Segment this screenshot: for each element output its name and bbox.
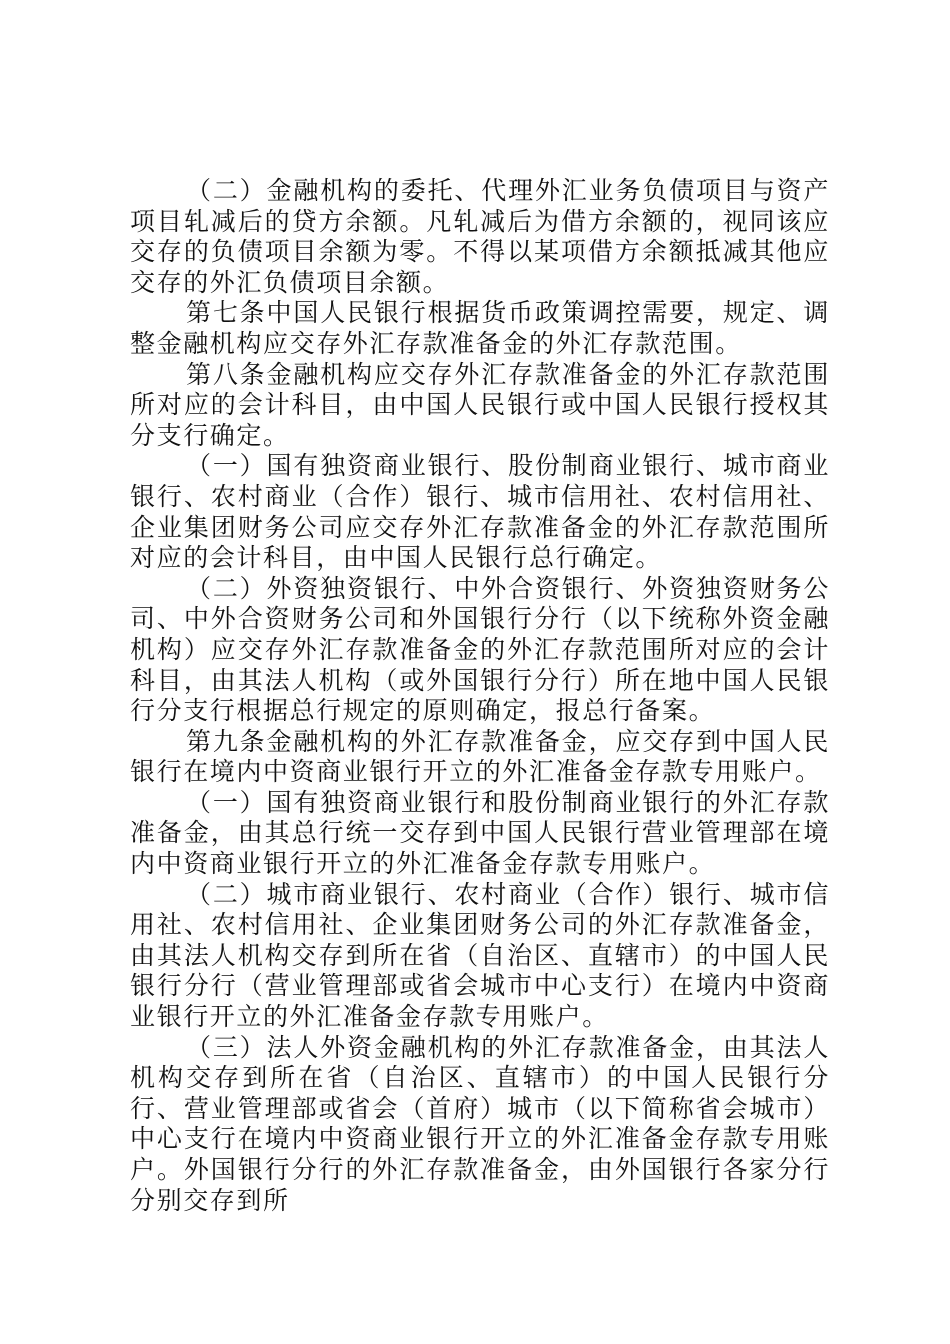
paragraph-article-8-item-1: （一）国有独资商业银行、股份制商业银行、城市商业银行、农村商业（合作）银行、城市信用社、农村信用社、企业集团财务公司应交存外汇存款准备金的外汇存款范围所对应的会计科目，由中国人民银行总行确定。	[130, 451, 830, 573]
paragraph-article-8-item-2: （二）外资独资银行、中外合资银行、外资独资财务公司、中外合资财务公司和外国银行分行（以下统称外资金融机构）应交存外汇存款准备金的外汇存款范围所对应的会计科目，由其法人机构（或外国银行分行）所在地中国人民银行分支行根据总行规定的原则确定，报总行备案。	[130, 573, 830, 726]
paragraph-article-8: 第八条金融机构应交存外汇存款准备金的外汇存款范围所对应的会计科目，由中国人民银行或中国人民银行授权其分支行确定。	[130, 359, 830, 450]
paragraph-article-7: 第七条中国人民银行根据货币政策调控需要，规定、调整金融机构应交存外汇存款准备金的外汇存款范围。	[130, 298, 830, 358]
paragraph-2-2-liabilities: （二）金融机构的委托、代理外汇业务负债项目与资产项目轧减后的贷方余额。凡轧减后为借方余额的，视同该应交存的负债项目余额为零。不得以某项借方余额抵减其他应交存的外汇负债项目余额。	[130, 176, 830, 297]
paragraph-article-9-item-3: （三）法人外资金融机构的外汇存款准备金，由其法人机构交存到所在省（自治区、直辖市）的中国人民银行分行、营业管理部或省会（首府）城市（以下简称省会城市）中心支行在境内中资商业银行开立的外汇准备金存款专用账户。外国银行分行的外汇存款准备金，由外国银行各家分行分别交存到所	[130, 1032, 830, 1215]
paragraph-article-9: 第九条金融机构的外汇存款准备金，应交存到中国人民银行在境内中资商业银行开立的外汇准备金存款专用账户。	[130, 726, 830, 787]
paragraph-article-9-item-1: （一）国有独资商业银行和股份制商业银行的外汇存款准备金，由其总行统一交存到中国人民银行营业管理部在境内中资商业银行开立的外汇准备金存款专用账户。	[130, 787, 830, 879]
document-body	[130, 176, 830, 1216]
paragraph-article-9-item-2: （二）城市商业银行、农村商业（合作）银行、城市信用社、农村信用社、企业集团财务公司的外汇存款准备金，由其法人机构交存到所在省（自治区、直辖市）的中国人民银行分行（营业管理部或省会城市中心支行）在境内中资商业银行开立的外汇准备金存款专用账户。	[130, 879, 830, 1032]
